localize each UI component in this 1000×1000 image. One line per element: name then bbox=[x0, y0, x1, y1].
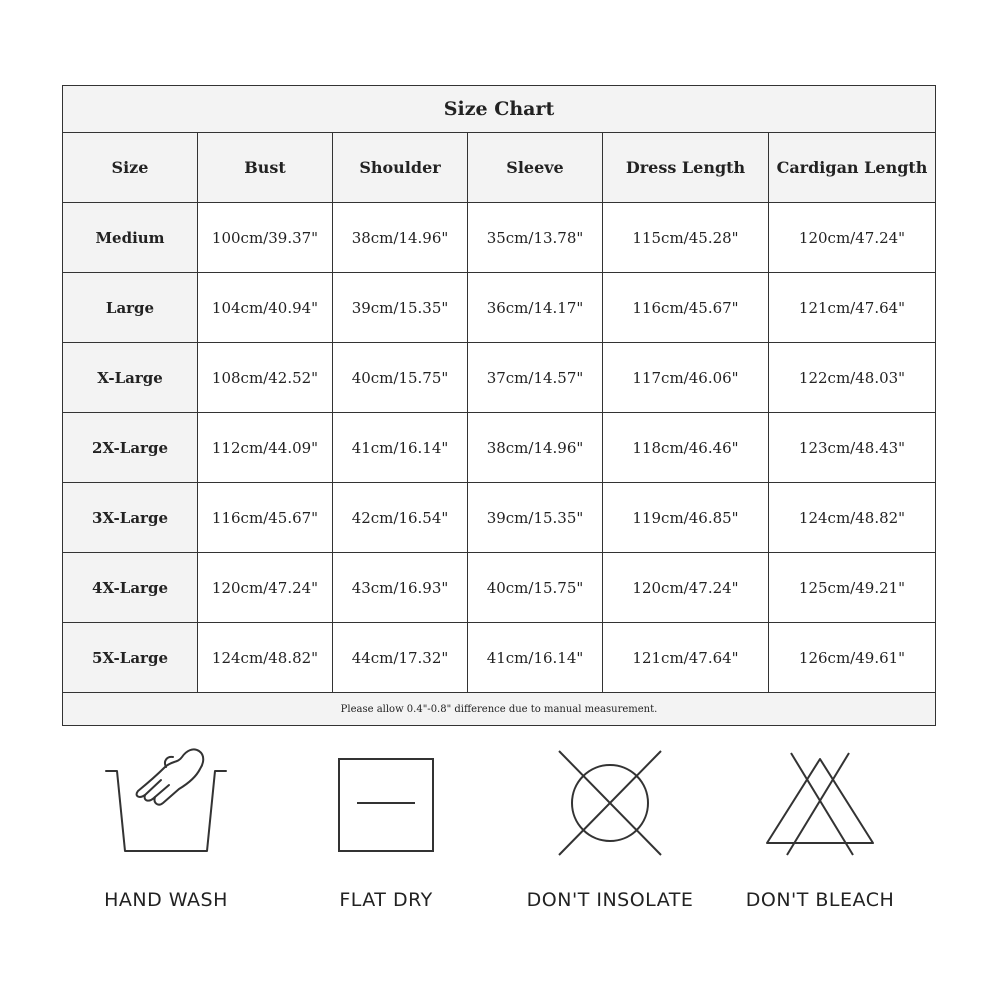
care-label: DON'T INSOLATE bbox=[526, 889, 694, 911]
care-instructions bbox=[0, 745, 1000, 975]
table-row bbox=[63, 413, 936, 483]
care-item-dont-insolate bbox=[500, 745, 720, 911]
table-title: Size Chart bbox=[63, 86, 936, 133]
table-row bbox=[63, 553, 936, 623]
measurement-cell: 39cm/15.35" bbox=[468, 483, 603, 553]
measurement-cell: 116cm/45.67" bbox=[603, 273, 769, 343]
table-row bbox=[63, 343, 936, 413]
column-header: Bust bbox=[198, 133, 333, 203]
measurement-cell: 124cm/48.82" bbox=[769, 483, 936, 553]
size-cell: 3X-Large bbox=[63, 483, 198, 553]
measurement-cell: 104cm/40.94" bbox=[198, 273, 333, 343]
column-header: Dress Length bbox=[603, 133, 769, 203]
dont-insolate-icon bbox=[545, 745, 675, 865]
measurement-cell: 38cm/14.96" bbox=[468, 413, 603, 483]
column-header: Sleeve bbox=[468, 133, 603, 203]
measurement-cell: 42cm/16.54" bbox=[333, 483, 468, 553]
measurement-cell: 41cm/16.14" bbox=[468, 623, 603, 693]
column-header: Shoulder bbox=[333, 133, 468, 203]
table-row bbox=[63, 203, 936, 273]
measurement-cell: 120cm/47.24" bbox=[198, 553, 333, 623]
table-row bbox=[63, 623, 936, 693]
care-item-hand-wash bbox=[56, 745, 276, 911]
flat-dry-icon bbox=[321, 745, 451, 865]
measurement-cell: 116cm/45.67" bbox=[198, 483, 333, 553]
measurement-cell: 40cm/15.75" bbox=[468, 553, 603, 623]
size-cell: 2X-Large bbox=[63, 413, 198, 483]
dont-bleach-icon bbox=[755, 745, 885, 865]
measurement-cell: 124cm/48.82" bbox=[198, 623, 333, 693]
measurement-cell: 37cm/14.57" bbox=[468, 343, 603, 413]
hand-wash-icon bbox=[101, 745, 231, 865]
table-row bbox=[63, 273, 936, 343]
column-header: Cardigan Length bbox=[769, 133, 936, 203]
measurement-cell: 119cm/46.85" bbox=[603, 483, 769, 553]
measurement-note: Please allow 0.4"-0.8" difference due to manual measurement. bbox=[63, 693, 936, 726]
table-row bbox=[63, 483, 936, 553]
header-row bbox=[63, 133, 936, 203]
column-header: Size bbox=[63, 133, 198, 203]
measurement-cell: 122cm/48.03" bbox=[769, 343, 936, 413]
measurement-cell: 43cm/16.93" bbox=[333, 553, 468, 623]
size-table bbox=[62, 85, 936, 726]
measurement-cell: 39cm/15.35" bbox=[333, 273, 468, 343]
measurement-cell: 35cm/13.78" bbox=[468, 203, 603, 273]
measurement-cell: 40cm/15.75" bbox=[333, 343, 468, 413]
care-label: HAND WASH bbox=[104, 889, 228, 911]
measurement-cell: 121cm/47.64" bbox=[769, 273, 936, 343]
measurement-cell: 108cm/42.52" bbox=[198, 343, 333, 413]
measurement-cell: 44cm/17.32" bbox=[333, 623, 468, 693]
measurement-cell: 123cm/48.43" bbox=[769, 413, 936, 483]
size-cell: Large bbox=[63, 273, 198, 343]
size-cell: 5X-Large bbox=[63, 623, 198, 693]
size-cell: Medium bbox=[63, 203, 198, 273]
measurement-cell: 120cm/47.24" bbox=[603, 553, 769, 623]
measurement-cell: 117cm/46.06" bbox=[603, 343, 769, 413]
measurement-cell: 41cm/16.14" bbox=[333, 413, 468, 483]
care-item-flat-dry bbox=[276, 745, 496, 911]
care-label: DON'T BLEACH bbox=[745, 889, 895, 911]
measurement-cell: 115cm/45.28" bbox=[603, 203, 769, 273]
measurement-cell: 38cm/14.96" bbox=[333, 203, 468, 273]
measurement-cell: 118cm/46.46" bbox=[603, 413, 769, 483]
measurement-cell: 126cm/49.61" bbox=[769, 623, 936, 693]
measurement-cell: 120cm/47.24" bbox=[769, 203, 936, 273]
measurement-cell: 121cm/47.64" bbox=[603, 623, 769, 693]
care-item-dont-bleach bbox=[710, 745, 930, 911]
measurement-cell: 36cm/14.17" bbox=[468, 273, 603, 343]
size-cell: X-Large bbox=[63, 343, 198, 413]
size-cell: 4X-Large bbox=[63, 553, 198, 623]
size-chart bbox=[62, 85, 935, 726]
measurement-cell: 100cm/39.37" bbox=[198, 203, 333, 273]
measurement-cell: 112cm/44.09" bbox=[198, 413, 333, 483]
care-label: FLAT DRY bbox=[339, 889, 433, 911]
measurement-cell: 125cm/49.21" bbox=[769, 553, 936, 623]
